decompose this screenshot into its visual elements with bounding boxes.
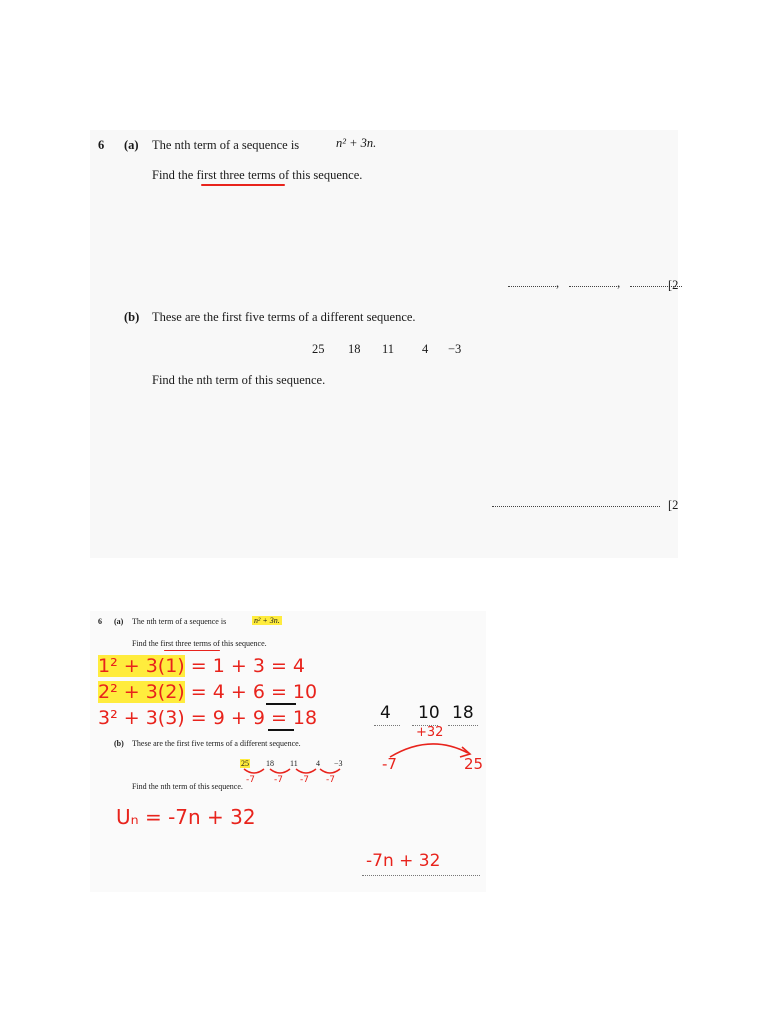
sequence-term: −3	[448, 342, 462, 356]
final-answer: -7n + 32	[366, 851, 441, 871]
answer-term: 10	[418, 703, 440, 723]
sequence-term: 4	[422, 342, 429, 356]
annotated-screenshot-panel	[90, 611, 486, 892]
working-line-3: 3² + 3(3) = 9 + 9 = 18	[98, 707, 318, 729]
sequence-term: 11	[382, 342, 395, 356]
result-underline	[266, 703, 296, 705]
working-line-2: 2² + 3(2) = 4 + 6 = 10	[98, 681, 318, 703]
difference-label: -7	[246, 775, 255, 785]
part-b-label: (b)	[124, 310, 140, 324]
answer-term: 18	[452, 703, 474, 723]
part-b-answer-line	[492, 494, 660, 512]
result-underline	[268, 729, 294, 731]
answer-dots	[448, 725, 478, 726]
annotated-question-number: 6	[98, 617, 102, 626]
nth-term-working: Uₙ = -7n + 32	[116, 805, 256, 829]
annotated-sequence-term: 25	[241, 759, 249, 768]
highlighted-expression: n² + 3n.	[254, 616, 280, 625]
part-b-instruction: Find the nth term of this sequence.	[152, 373, 326, 387]
part-a-answer-line: , ,	[508, 274, 682, 292]
part-b-marks: [2	[668, 498, 679, 512]
answer-dots	[374, 725, 400, 726]
part-a-label: (a)	[124, 138, 139, 152]
part-b-stem: These are the first five terms of a different sequence.	[152, 310, 416, 324]
sequence-term: 25	[312, 342, 325, 356]
answer-term: 4	[380, 703, 391, 723]
annotated-underline	[164, 650, 220, 651]
annotated-sequence-term: 11	[290, 759, 298, 768]
sequence-term: 18	[348, 342, 361, 356]
part-a-stem: The nth term of a sequence is	[152, 138, 300, 152]
annotated-part-a-label: (a)	[114, 617, 124, 626]
question-number: 6	[98, 138, 105, 152]
difference-label: -7	[326, 775, 335, 785]
annotated-sequence-term: 4	[316, 759, 320, 768]
final-answer-dots	[362, 875, 480, 876]
annotated-part-b-stem: These are the first five terms of a different sequence.	[132, 739, 301, 748]
part-a-marks: [2	[668, 278, 679, 292]
difference-label: -7	[300, 775, 309, 785]
part-a-instruction: Find the first three terms of this sequence.	[152, 168, 363, 182]
annotated-part-a-stem: The nth term of a sequence is	[132, 617, 227, 626]
annotated-sequence-term: 18	[266, 759, 274, 768]
annotated-sequence-term: −3	[334, 759, 343, 768]
first-three-terms-underline	[201, 184, 285, 186]
annotated-part-b-instruction: Find the nth term of this sequence.	[132, 782, 243, 791]
minus-7-note: -7	[382, 755, 397, 773]
annotated-part-b-label: (b)	[114, 739, 124, 748]
plus-32-note: +32	[416, 725, 444, 740]
working-line-1: 1² + 3(1) = 1 + 3 = 4	[98, 655, 306, 677]
difference-label: -7	[274, 775, 283, 785]
target-25-note: 25	[464, 755, 484, 773]
annotated-part-a-instruction: Find the first three terms of this sequence.	[132, 639, 267, 648]
original-question-panel	[90, 130, 678, 558]
part-a-expression: n² + 3n.	[336, 136, 377, 150]
